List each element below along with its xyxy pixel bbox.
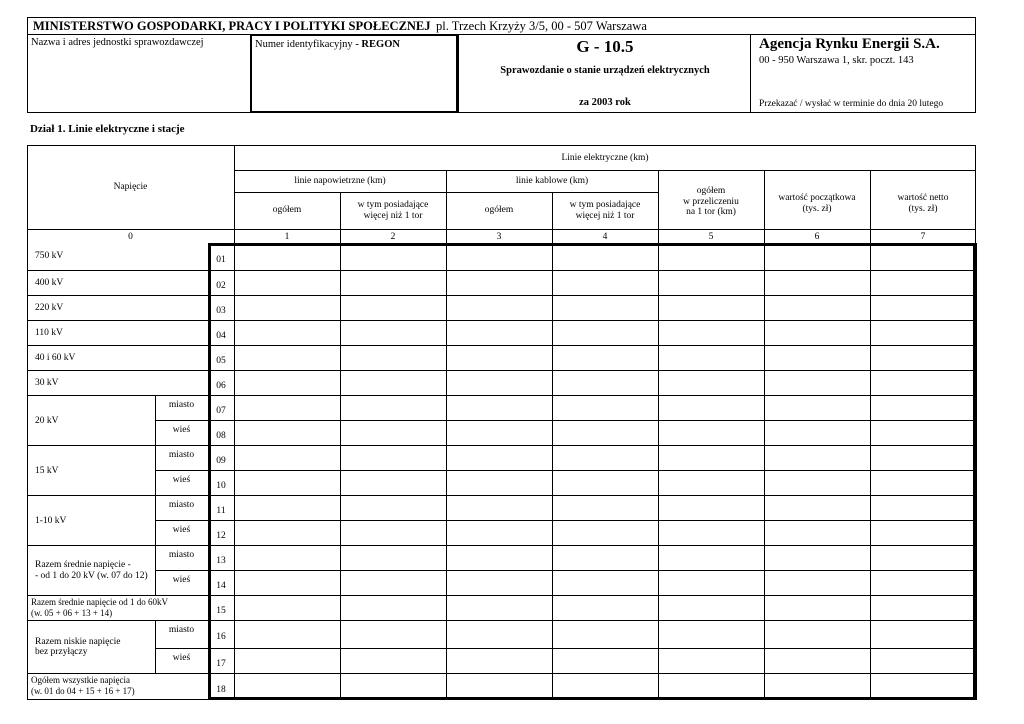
colnum-0: 0 <box>128 232 133 242</box>
row-code: 07 <box>216 405 226 416</box>
data-entry-area <box>208 243 976 700</box>
header-wtym-2a: w tym posiadające <box>569 200 641 210</box>
group-label-line: Razem średnie napięcie - <box>35 560 131 570</box>
row-sub-label: wieś <box>172 575 191 585</box>
header-przel-2: w przeliczeniu <box>683 196 739 207</box>
group-label <box>35 637 120 658</box>
group-label: 1-10 kV <box>35 516 67 526</box>
row-sub-label: wieś <box>172 525 191 535</box>
group-label-line: - od 1 do 20 kV (w. 07 do 12) <box>35 570 148 581</box>
regon-label-text: Numer identyfikacyjny <box>255 39 353 50</box>
row-code: 03 <box>216 305 226 316</box>
colnum-5: 5 <box>708 232 714 242</box>
row-code: 02 <box>216 280 226 291</box>
unit-label: Nazwa i adres jednostki sprawozdawczej <box>31 37 204 48</box>
row-label: 30 kV <box>35 378 59 388</box>
row-code: 16 <box>216 632 226 642</box>
grid-line <box>976 243 977 700</box>
row-sub-label: miasto <box>168 400 195 410</box>
row-code: 13 <box>216 555 226 566</box>
row-sub-label: miasto <box>168 450 195 460</box>
row-sub-label: wieś <box>172 425 191 435</box>
row-code: 18 <box>216 684 226 695</box>
agency-address: 00 - 950 Warszawa 1, skr. poczt. 143 <box>759 55 914 66</box>
row-label: 40 i 60 kV <box>35 353 76 363</box>
header-napiecie: Napięcie <box>113 182 148 192</box>
group-label: 15 kV <box>35 466 59 476</box>
row-sub-label: wieś <box>172 653 191 663</box>
header-wtym-2b: więcej niż 1 tor <box>575 210 635 221</box>
row-sub-label: miasto <box>168 500 195 510</box>
header-wp-2: (tys. zł) <box>802 203 832 214</box>
header-wn-2: (tys. zł) <box>908 203 938 214</box>
colnum-7: 7 <box>920 232 926 242</box>
group-label <box>35 560 148 581</box>
row-code: 11 <box>216 505 226 516</box>
header-przel-3: na 1 tor (km) <box>686 207 736 217</box>
row-sub-label: miasto <box>168 625 195 635</box>
colnum-1: 1 <box>284 232 290 242</box>
header-wtym-1a: w tym posiadające <box>357 200 429 210</box>
group-label: 20 kV <box>35 416 59 426</box>
row-label: Razem średnie napięcie od 1 do 60kV <box>31 597 168 607</box>
colnum-3: 3 <box>496 232 502 242</box>
row-code: 06 <box>216 380 226 391</box>
form-year: za 2003 rok <box>579 97 631 108</box>
row-sub-label: wieś <box>172 475 191 485</box>
ministry-name: MINISTERSTWO GOSPODARKI, PRACY I POLITYKI SPOŁECZNEJ <box>33 19 431 33</box>
header-wn-1: wartość netto <box>897 193 949 203</box>
ministry-address: pl. Trzech Krzyży 3/5, 00 - 507 Warszawa <box>436 19 647 33</box>
row-label: 750 kV <box>35 251 64 261</box>
row-code: 14 <box>216 580 226 591</box>
colnum-4: 4 <box>602 232 608 242</box>
row-sub-label: miasto <box>168 550 195 560</box>
header-linie: Linie elektryczne (km) <box>561 153 649 163</box>
group-label-line: bez przyłączy <box>35 647 88 657</box>
row-code: 08 <box>216 430 226 441</box>
row-label: 400 kV <box>35 278 64 288</box>
header-napowietrzne: linie napowietrzne (km) <box>294 176 386 186</box>
header-wp-1: wartość początkowa <box>778 193 856 203</box>
row-code: 12 <box>216 530 226 541</box>
row-code: 01 <box>216 254 226 265</box>
row-code: 09 <box>216 455 226 466</box>
header-kablowe: linie kablowe (km) <box>515 176 589 186</box>
form-title: Sprawozdanie o stanie urządzeń elektrycznych <box>500 65 710 76</box>
row-code: 10 <box>216 480 226 491</box>
row-code: 04 <box>216 330 226 341</box>
regon-label-bold: - REGON <box>355 39 400 50</box>
colnum-6: 6 <box>814 232 820 242</box>
header-przel-1: ogółem <box>696 186 726 196</box>
row-label: 110 kV <box>35 328 63 338</box>
agency-name: Agencja Rynku Energii S.A. <box>759 36 940 52</box>
group-label-line: Razem niskie napięcie <box>35 636 121 647</box>
row-label-note: (w. 01 do 04 + 15 + 16 + 17) <box>31 686 135 696</box>
row-label: Ogółem wszystkie napięcia <box>31 675 130 685</box>
row-label: 220 kV <box>35 303 64 313</box>
row-label-note: (w. 05 + 06 + 13 + 14) <box>31 608 113 618</box>
header-ogolem-2: ogółem <box>484 205 514 215</box>
form-code: G - 10.5 <box>576 37 634 56</box>
row-code: 05 <box>216 355 226 366</box>
header-wtym-1b: więcej niż 1 tor <box>363 210 423 221</box>
deadline-note: Przekazać / wysłać w terminie do dnia 20 lutego <box>759 99 944 109</box>
colnum-2: 2 <box>390 232 396 242</box>
header-ogolem-1: ogółem <box>272 205 302 215</box>
row-code: 15 <box>216 605 226 616</box>
section-title: Dział 1. Linie elektryczne i stacje <box>30 123 185 135</box>
row-code: 17 <box>216 658 226 669</box>
